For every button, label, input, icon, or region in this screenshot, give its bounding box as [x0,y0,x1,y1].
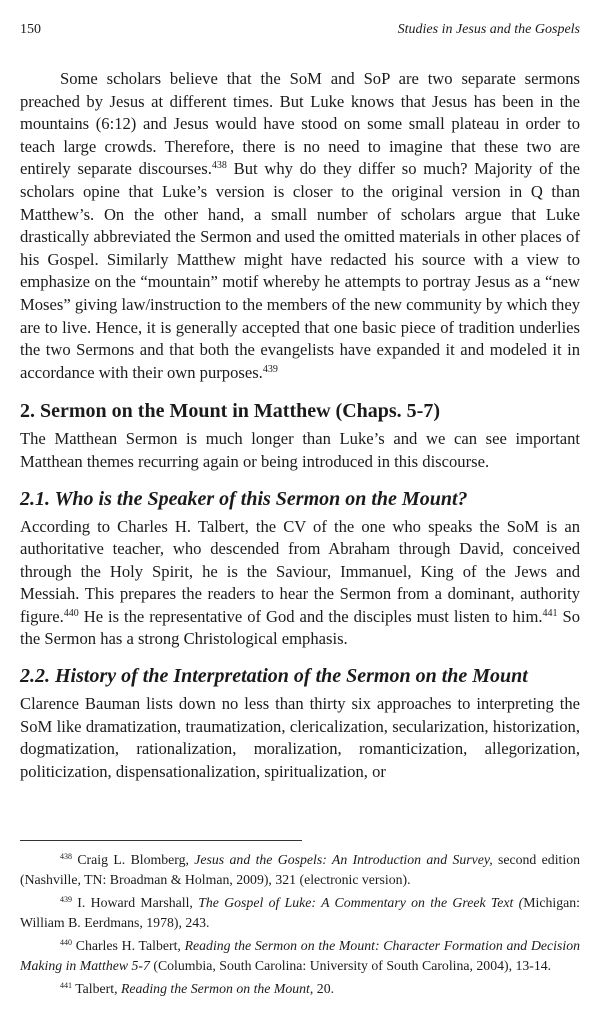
footnote-ref-439[interactable]: 439 [262,363,278,375]
footnote-440: $^{440}$ Charles H. Talbert, Reading the Sermon on the Mount: Character Formation and Decision Making in Matthew 5-7 (Columbia, South Carolina: University of South Carolina, 2004), 13-14. [20,938,580,973]
section-2-2-paragraph: Clarence Bauman lists down no less than thirty six approaches to interpreting the SoM like dramatization, traumatization, clericalization, secularization, historization, dogmatization, rationalization, moralization, romanticization, allegorization, politicization, dispensationalization, spiritualization, or [20,694,580,781]
section-2-heading: 2. Sermon on the Mount in Matthew (Chaps. 5-7) [20,400,440,423]
page-header [20,22,580,44]
page-number: 150 [20,22,41,37]
footnote-ref-441[interactable]: 441 [542,607,558,619]
footnote-divider [20,840,302,841]
footnote-ref-440[interactable]: 440 [63,607,79,619]
footnote-438: $^{438}$ Craig L. Blomberg, Jesus and the Gospels: An Introduction and Survey, second edition (Nashville, TN: Broadman & Holman, 2009), 321 (electronic version). [20,852,580,887]
section-2-1-paragraph: According to Charles H. Talbert, the CV of the one who speaks the SoM is an authoritative teacher, who descended from Abraham through David, conceived through the Holy Spirit, he is the Saviour, Immanuel, King of the Jews and Messiah. This prepares the readers to hear the Sermon from a dominant, authority figure.$^{440}$ He is the representative of God and the disciples must listen to him.$^{441}$ So the Sermon has a strong Christological emphasis. [20,516,580,649]
page-body [20,68,580,783]
footnote-439: $^{439}$ I. Howard Marshall, The Gospel of Luke: A Commentary on the Greek Text (Michigan: William B. Eerdmans, 1978), 243. [20,895,580,930]
footnotes [20,850,580,1003]
footnote-441: $^{441}$ Talbert, Reading the Sermon on the Mount, 20. [60,981,335,996]
footnote-ref-438[interactable]: 438 [211,160,227,172]
section-2-1-heading: 2.1. Who is the Speaker of this Sermon on the Mount? [20,487,468,510]
intro-paragraph: Some scholars believe that the SoM and SoP are two separate sermons preached by Jesus at different times. But Luke knows that Jesus has been in the mountains (6:12) and Jesus would have stood on some small plateau in order to teach large crowds. Therefore, there is no need to imagine that these two are entirely separate discourses.$^{438}$ But why do they differ so much? Majority of the scholars opine that Luke’s version is closer to the original version in Q than Matthew’s. On the other hand, a small number of scholars argue that Luke drastically abbreviated the Sermon and used the omitted materials in other places of his Gospel. Similarly Matthew might have redacted his source with a view to emphasize on the “mountain” motif whereby he attempts to portray Jesus as a “new Moses” giving law/instruction to the members of the new community by which they are to live. Hence, it is generally accepted that one basic piece of tradition underlies the two Sermons and that both the evangelists have expanded it and modeled it in accordance with their own purposes.$^{439}$ [20,69,580,382]
section-2-2-heading: 2.2. History of the Interpretation of the Sermon on the Mount [20,665,528,688]
section-2-paragraph: The Matthean Sermon is much longer than Luke’s and we can see important Matthean themes recurring again or being introduced in this discourse. [20,429,580,471]
running-title: Studies in Jesus and the Gospels [397,22,580,37]
